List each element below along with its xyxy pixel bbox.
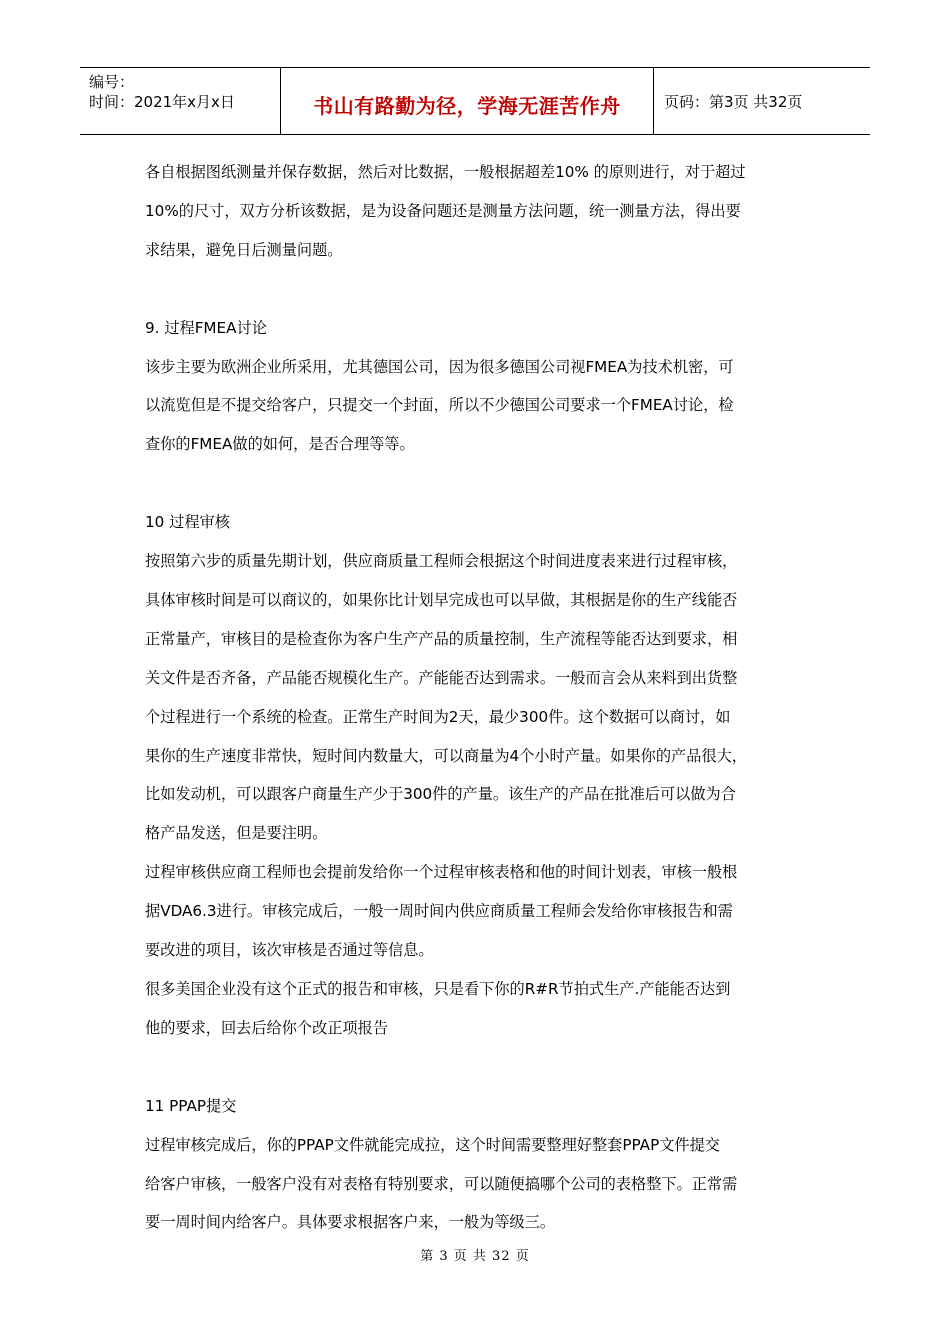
paragraph-line: 要改进的项目，该次审核是否通过等信息。	[145, 941, 434, 960]
paragraph-line: 个过程进行一个系统的检查。正常生产时间为2天，最少300件。这个数据可以商讨，如	[145, 707, 731, 726]
document-body	[145, 153, 825, 1242]
paragraph-line: 按照第六步的质量先期计划，供应商质量工程师会根据这个时间进度表来进行过程审核，	[145, 552, 738, 571]
section-10-heading: 10 过程审核	[145, 513, 230, 532]
paragraph-spacer	[145, 464, 825, 503]
paragraph-line: 过程审核供应商工程师也会提前发给你一个过程审核表格和他的时间计划表，审核一般根	[145, 863, 738, 882]
paragraph-spacer	[145, 1048, 825, 1087]
document-date-label: 时间：2021年x月x日	[89, 93, 235, 111]
section-11-heading: 11 PPAP提交	[145, 1096, 237, 1115]
paragraph-line: 具体审核时间是可以商议的，如果你比计划早完成也可以早做，其根据是你的生产线能否	[145, 590, 738, 609]
paragraph-line: 关文件是否齐备，产品能否规模化生产。产能能否达到需求。一般而言会从来料到出货整	[145, 668, 738, 687]
paragraph-line: 以流览但是不提交给客户，只提交一个封面，所以不少德国公司要求一个FMEA讨论，检	[145, 396, 734, 415]
paragraph-line: 给客户审核，一般客户没有对表格有特别要求，可以随便搞哪个公司的表格整下。正常需	[145, 1174, 738, 1193]
paragraph-line: 查你的FMEA做的如何，是否合理等等。	[145, 435, 415, 454]
paragraph-line: 他的要求，回去后给你个改正项报告	[145, 1018, 388, 1037]
page-header	[80, 67, 870, 135]
section-9-heading: 9. 过程FMEA讨论	[145, 318, 267, 337]
paragraph-line: 正常量产，审核目的是检查你为客户生产产品的质量控制，生产流程等能否达到要求，相	[145, 629, 738, 648]
paragraph-line: 比如发动机，可以跟客户商量生产少于300件的产量。该生产的产品在批准后可以做为合	[145, 785, 736, 804]
paragraph-line: 10%的尺寸，双方分析该数据，是为设备问题还是测量方法问题，统一测量方法，得出要	[145, 201, 741, 220]
document-number-label: 编号：	[89, 73, 135, 91]
header-meta-cell	[80, 68, 281, 134]
paragraph-line: 该步主要为欧洲企业所采用，尤其德国公司，因为很多德国公司视FMEA为技术机密，可	[145, 357, 734, 376]
paragraph-line: 求结果，避免日后测量问题。	[145, 240, 343, 259]
paragraph-line: 很多美国企业没有这个正式的报告和审核，只是看下你的R#R节拍式生产.产能能否达到	[145, 980, 731, 998]
paragraph-line: 过程审核完成后，你的PPAP文件就能完成拉，这个时间需要整理好整套PPAP文件提交	[145, 1135, 720, 1154]
paragraph-line: 据VDA6.3进行。审核完成后，一般一周时间内供应商质量工程师会发给你审核报告和需	[145, 902, 733, 921]
header-page-info: 页码：第3页 共32页	[664, 92, 803, 111]
page-footer: 第 3 页 共 32 页	[420, 1249, 530, 1264]
paragraph-line: 果你的生产速度非常快，短时间内数量大，可以商量为4个小时产量。如果你的产品很大，	[145, 746, 747, 765]
paragraph-spacer	[145, 270, 825, 309]
paragraph-line: 格产品发送，但是要注明。	[145, 824, 328, 843]
header-motto: 书山有路勤为径，学海无涯苦作舟	[281, 68, 654, 134]
paragraph-line: 要一周时间内给客户。具体要求根据客户来，一般为等级三。	[145, 1213, 556, 1232]
paragraph-line: 各自根据图纸测量并保存数据，然后对比数据，一般根据超差10% 的原则进行，对于超过	[145, 163, 746, 181]
